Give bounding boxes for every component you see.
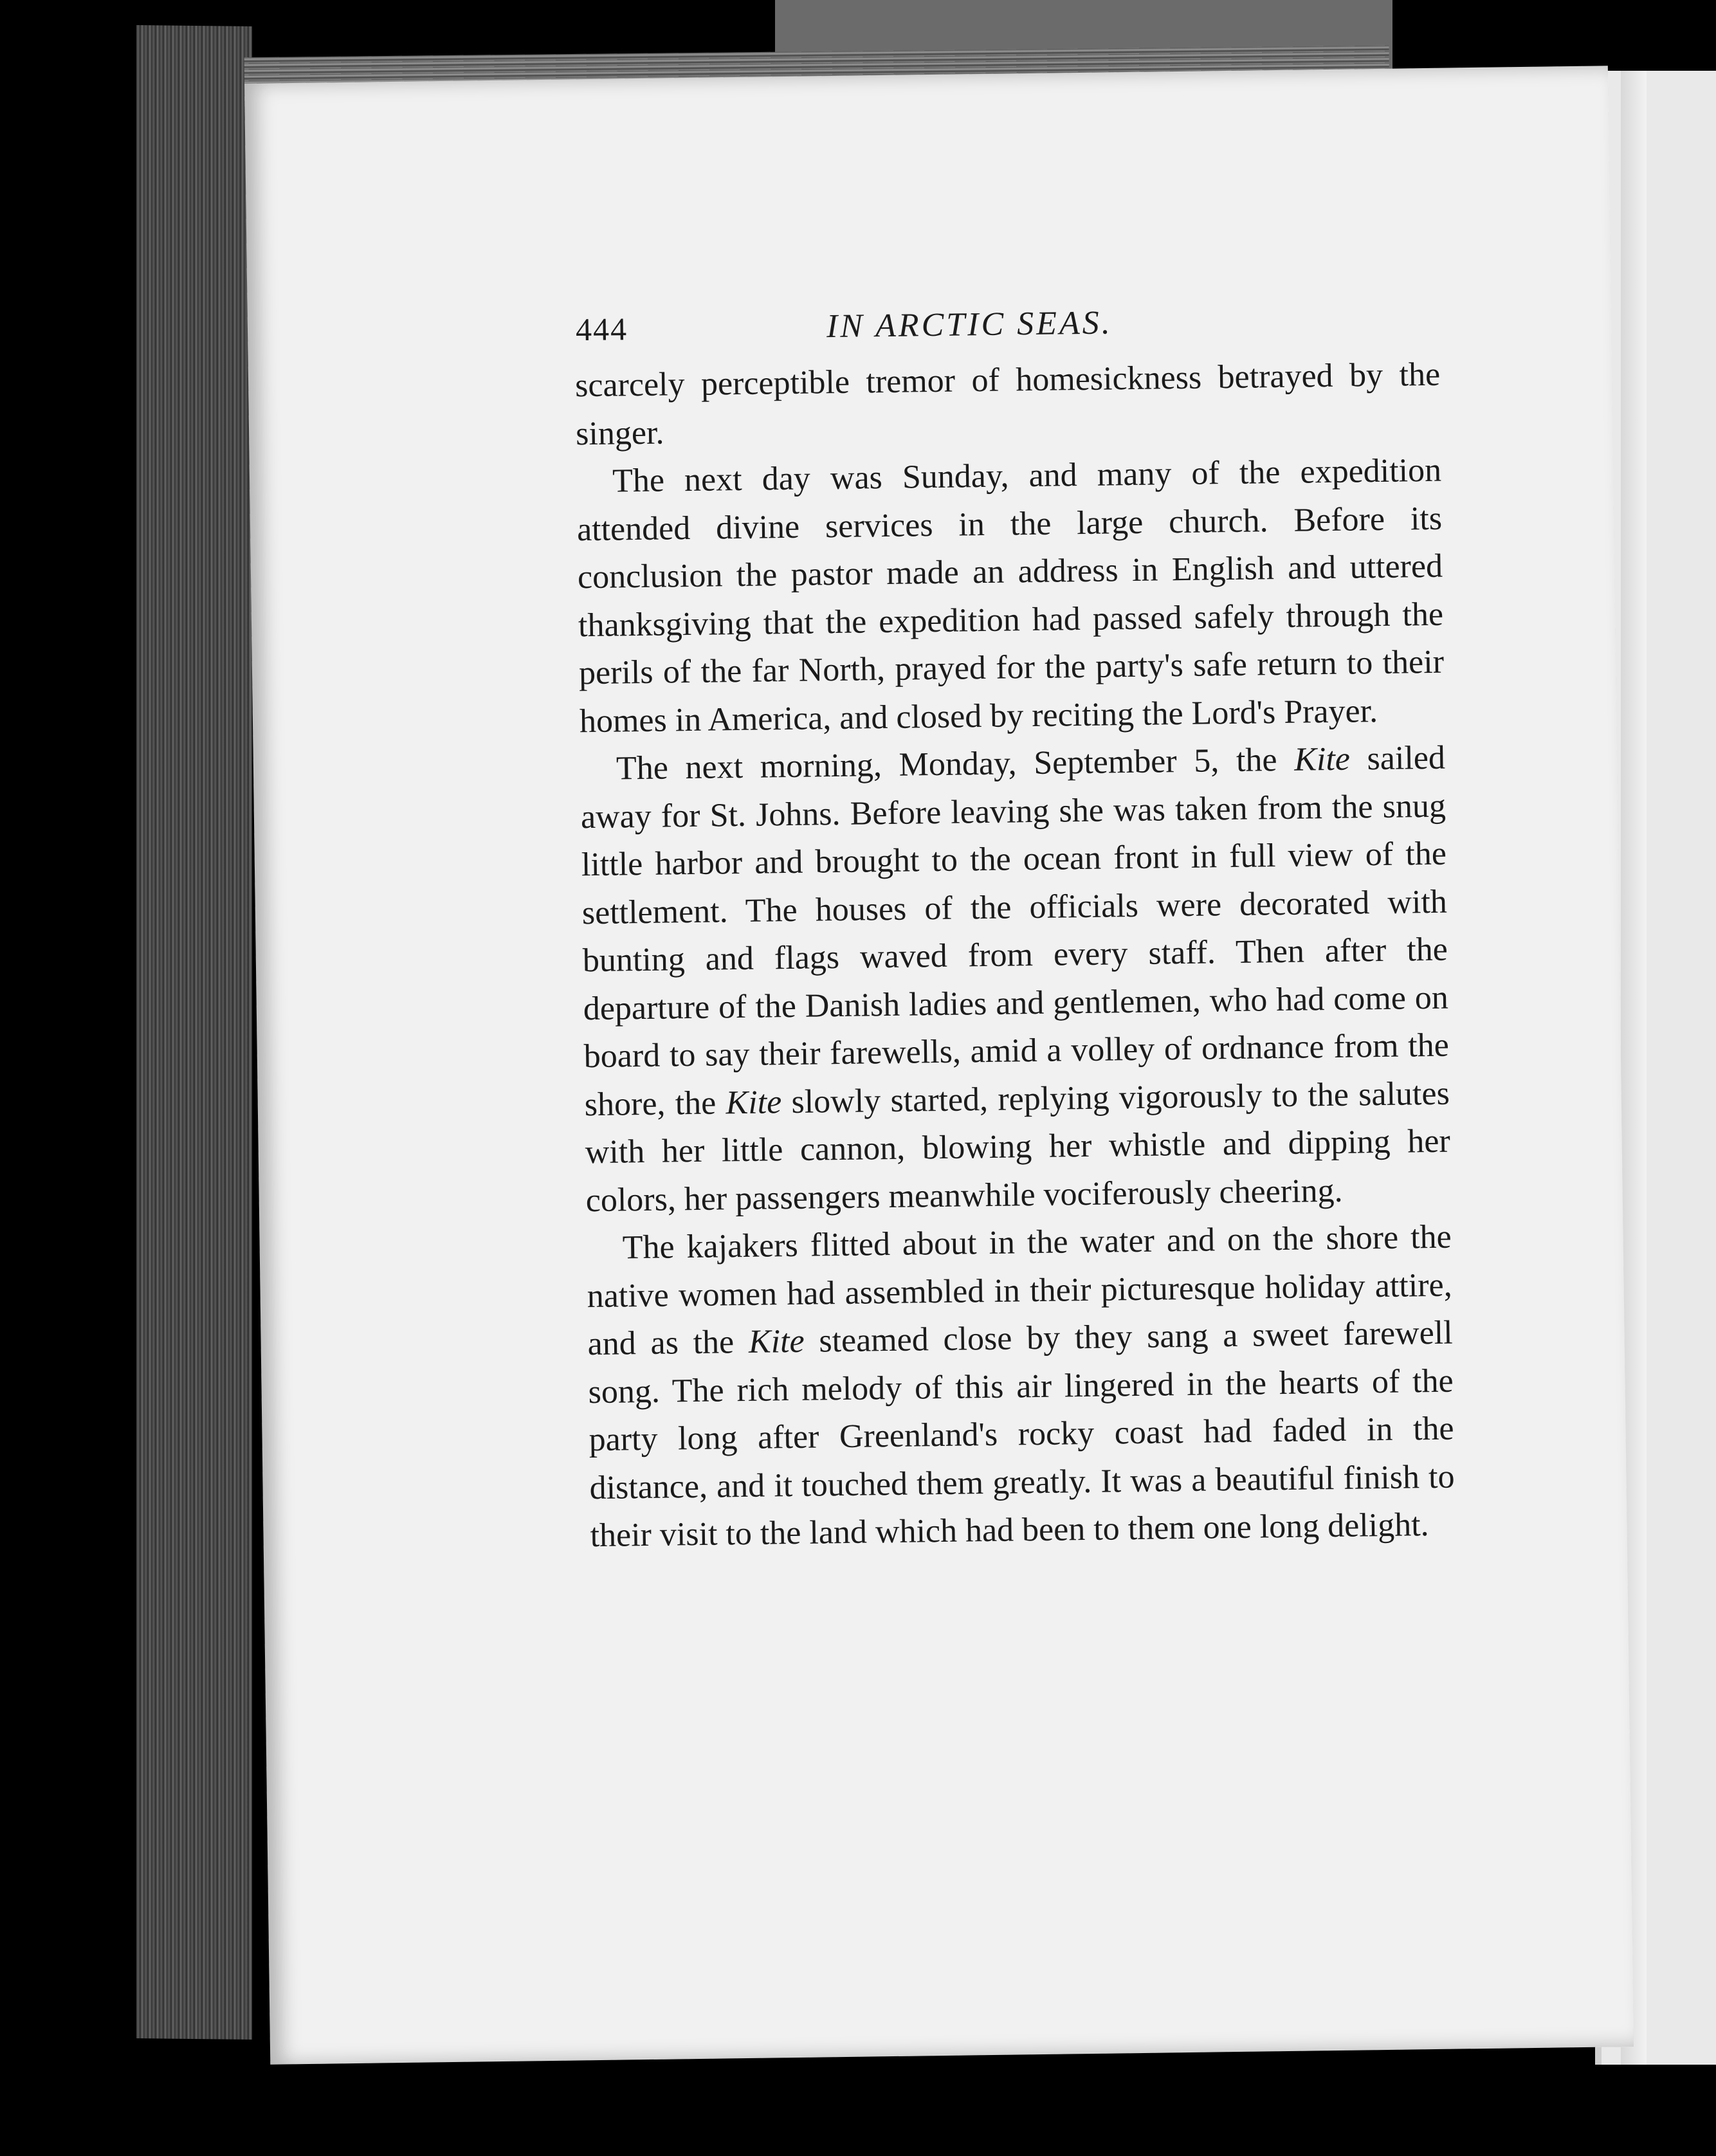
paragraph-text: The next morning, Monday, September 5, the: [616, 741, 1295, 787]
paragraph-text: The kajakers flitted about in the water and on the shore the native women had assembled in their picturesque holiday attire, and as the: [587, 1218, 1452, 1363]
running-head: [576, 297, 1670, 362]
paragraph-4: [586, 1214, 1456, 1560]
ship-name: Kite: [748, 1322, 805, 1360]
paragraph-text: The next day was Sunday, and many of the expedition attended divine services in the large church. Before its conclusion the pastor made an address in English and uttered thanksgiving that the expedition had passed safely through the perils of the far North, prayed for the party's safe return to their homes in America, and closed by reciting the Lord's Prayer.: [576, 452, 1445, 740]
book-page-edges: [136, 25, 252, 2040]
book-page: [244, 66, 1634, 2064]
paragraph-3: [580, 735, 1452, 1225]
body-text: [575, 351, 1456, 1560]
paragraph-text: steamed close by they sang a sweet farewell song. The rich melody of this air lingered in the hearts of the party long after Greenland's rocky coast had faded in the distance, and it touched them greatly. It was a beautiful finish to their visit to the land which had been to them one long delight.: [588, 1314, 1455, 1555]
ship-name: Kite: [726, 1083, 782, 1121]
paragraph-text: slowly started, replying vigorously to the salutes with her little cannon, blowing her whistle and dipping her colors, her passengers meanwhile vociferously cheering.: [585, 1075, 1451, 1219]
paragraph-2: [576, 447, 1445, 746]
paragraph-1: [575, 351, 1441, 459]
running-title: IN ARCTIC SEAS.: [826, 304, 1113, 345]
ship-name: Kite: [1293, 740, 1351, 778]
page-number: 444: [575, 311, 628, 348]
paragraph-text: sailed away for St. Johns. Before leaving she was taken from the snug little harbor and brought to the ocean front in full view of the settlement. The houses of the officials were decorated with bunting and flags waved from every staff. Then after the departure of the Danish ladies and gentlemen, who had come on board to say their farewells, amid a volley of ordnance from the shore, the: [580, 739, 1450, 1123]
paragraph-text: scarcely perceptible tremor of homesickness betrayed by the singer.: [574, 356, 1441, 452]
